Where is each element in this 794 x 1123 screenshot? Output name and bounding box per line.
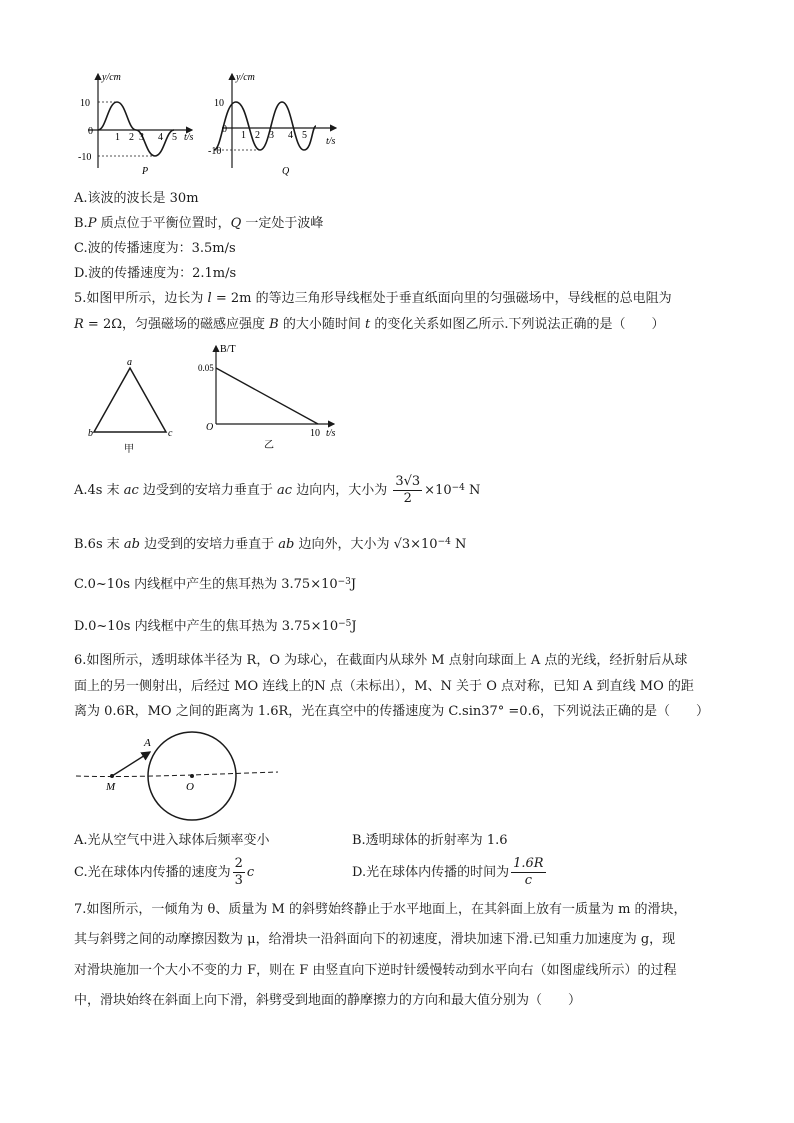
p-tick-x-3: 3 bbox=[139, 132, 144, 143]
p-tick-x-5: 5 bbox=[172, 132, 177, 143]
p-tick-y-zero: 0 bbox=[88, 126, 93, 137]
q-tick-x-1: 1 bbox=[241, 130, 246, 141]
q6-option-d: D.光在球体内传播的时间为 $\frac{1.6R}{c}$ bbox=[352, 856, 544, 888]
q5-option-b: B.6s 末 ab 边受到的安培力垂直于 ab 边向外，大小为 $√3\times 10^{-4}$ N bbox=[74, 537, 467, 552]
mo-line bbox=[76, 772, 278, 777]
p-xlabel: t/s bbox=[184, 132, 194, 143]
vertex-a: a bbox=[127, 357, 132, 368]
q6-option-c: C.光在球体内传播的速度为 $\frac{2}{3}$ c bbox=[74, 856, 255, 888]
q6-figure-sphere bbox=[74, 728, 280, 828]
yi-x-tick: 10 bbox=[310, 428, 320, 439]
q-tick-y-top: 10 bbox=[214, 98, 224, 109]
q6-option-a: A.光从空气中进入球体后频率变小 bbox=[74, 833, 270, 848]
q4-option-d: D.波的传播速度为：2.1m/s bbox=[74, 266, 237, 281]
yi-ylabel: B/T bbox=[220, 344, 236, 355]
label-o: O bbox=[186, 781, 194, 793]
yi-b-line bbox=[216, 368, 318, 424]
q5-option-d: D.0~10s 内线框中产生的焦耳热为 $3.75\times 10^{-5}J$ bbox=[74, 619, 357, 634]
yi-y-tick: 0.05 bbox=[198, 363, 214, 373]
q6-stem-line2: 面上的另一侧射出，后经过 MO 连线上的N 点（未标出），M、N 关于 O 点对称，已知 A 到直线 MO 的距 bbox=[74, 679, 694, 694]
wave-figure-p bbox=[78, 68, 208, 178]
q5-stem-line1: 5.如图甲所示，边长为 l = 2m 的等边三角形导线框处于垂直纸面向里的匀强磁场中，导线框的总电阻为 bbox=[74, 291, 672, 306]
caption-yi: 乙 bbox=[264, 440, 274, 451]
q4-option-c: C.波的传播速度为：3.5m/s bbox=[74, 241, 236, 256]
q7-stem-line1: 7.如图所示，一倾角为 θ、质量为 M 的斜劈始终静止于水平地面上，在其斜面上放有一质量为 m 的滑块， bbox=[74, 902, 687, 917]
q4-option-b: B.P 质点位于平衡位置时，Q 一定处于波峰 bbox=[74, 216, 324, 231]
q7-stem-line2: 其与斜劈之间的动摩擦因数为 μ，给滑块一沿斜面向下的初速度，滑块加速下滑.已知重力加速度为 g，现 bbox=[74, 932, 676, 947]
q-wave-curve bbox=[214, 102, 316, 150]
label-a: A bbox=[144, 737, 151, 749]
vertex-b: b bbox=[88, 428, 93, 439]
q6-stem-line3: 离为 0.6R，MO 之间的距离为 1.6R，光在真空中的传播速度为 C.sin37° =0.6，下列说法正确的是（ ） bbox=[74, 704, 709, 719]
yi-origin: O bbox=[206, 422, 214, 433]
q5-stem-line2: R = 2Ω，匀强磁场的磁感应强度 B 的大小随时间 t 的变化关系如图乙所示.下列说法正确的是（ ） bbox=[74, 317, 665, 332]
q6-option-b: B.透明球体的折射率为 1.6 bbox=[352, 833, 508, 848]
q-tick-y-zero: 0 bbox=[222, 124, 227, 135]
label-m: M bbox=[106, 781, 116, 793]
p-caption: P bbox=[142, 166, 149, 177]
caption-jia: 甲 bbox=[124, 444, 134, 455]
q-tick-y-bottom: -10 bbox=[208, 146, 222, 157]
point-m bbox=[110, 774, 114, 778]
p-tick-y-bottom: -10 bbox=[78, 152, 92, 163]
q-ylabel: y/cm bbox=[236, 72, 255, 83]
q-tick-x-4: 4 bbox=[288, 130, 293, 141]
p-tick-x-1: 1 bbox=[115, 132, 120, 143]
q7-stem-line4: 中，滑块始终在斜面上向下滑，斜劈受到地面的静摩擦力的方向和最大值分别为（ ） bbox=[74, 993, 582, 1008]
wave-figure-q bbox=[208, 68, 348, 178]
q-xlabel: t/s bbox=[326, 136, 336, 147]
q5-figure-jia bbox=[84, 356, 180, 456]
yi-xlabel: t/s bbox=[326, 428, 336, 439]
light-ray bbox=[112, 752, 150, 776]
p-tick-x-4: 4 bbox=[158, 132, 163, 143]
q-caption: Q bbox=[282, 166, 290, 177]
triangle-frame bbox=[94, 368, 166, 432]
vertex-c: c bbox=[168, 428, 173, 439]
q-tick-x-3: 3 bbox=[269, 130, 274, 141]
q5-option-a: A.4s 末 ac 边受到的安培力垂直于 ac 边向内，大小为 $\frac{3√3}{2}$ $\times 10^{-4}$ N bbox=[74, 474, 481, 506]
q5-option-c: C.0~10s 内线框中产生的焦耳热为 $3.75\times 10^{-3}J$ bbox=[74, 577, 357, 592]
q4-option-a: A.该波的波长是 30m bbox=[74, 191, 199, 206]
p-tick-x-2: 2 bbox=[129, 132, 134, 143]
point-o bbox=[190, 774, 194, 778]
p-tick-y-top: 10 bbox=[80, 98, 90, 109]
q-tick-x-2: 2 bbox=[255, 130, 260, 141]
q-tick-x-5: 5 bbox=[302, 130, 307, 141]
q5-figure-yi bbox=[198, 340, 348, 454]
p-wave-curve bbox=[98, 102, 174, 156]
q6-stem-line1: 6.如图所示，透明球体半径为 R，O 为球心，在截面内从球外 M 点射向球面上 A 点的光线，经折射后从球 bbox=[74, 653, 688, 668]
q7-stem-line3: 对滑块施加一个大小不变的力 F，则在 F 由竖直向下逆时针缓慢转动到水平向右（如图虚线所示）的过程 bbox=[74, 963, 677, 978]
p-ylabel: y/cm bbox=[102, 72, 121, 83]
